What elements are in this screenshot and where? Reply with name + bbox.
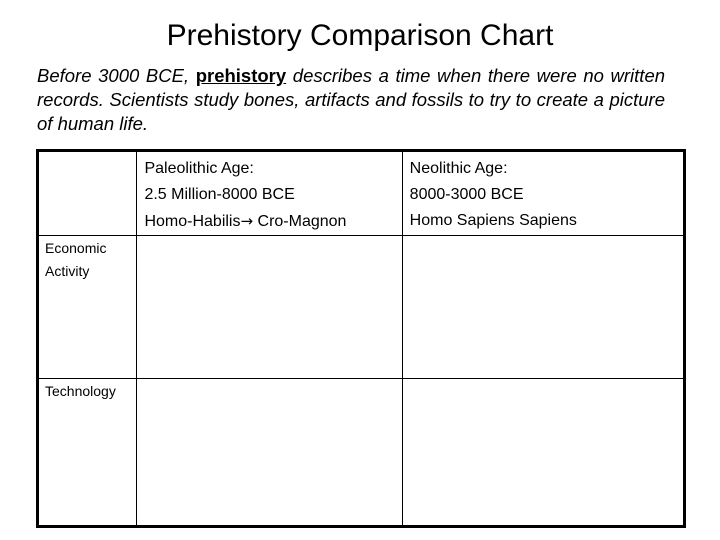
page-title: Prehistory Comparison Chart xyxy=(166,19,554,52)
paleolithic-dates: 2.5 Million-8000 BCE xyxy=(144,186,295,203)
row-label-economic-activity xyxy=(38,236,137,379)
intro-term-prehistory: prehistory xyxy=(195,65,287,86)
row-label-economic: Economic xyxy=(45,240,107,256)
paleolithic-name: Paleolithic Age: xyxy=(144,160,254,177)
paleolithic-species xyxy=(144,208,395,235)
neolithic-species: Homo Sapiens Sapiens xyxy=(409,212,577,229)
row-label-technology xyxy=(38,379,137,527)
neolithic-name: Neolithic Age: xyxy=(409,160,508,177)
intro-paragraph xyxy=(37,64,665,136)
cell-economic-paleolithic[interactable] xyxy=(137,236,402,379)
cell-economic-neolithic[interactable] xyxy=(402,236,684,379)
intro-text-after: describes a time when there were no written records. Scientists study bones, artifacts and fossils to try to create a picture of human life. xyxy=(37,65,666,134)
neolithic-dates: 8000-3000 BCE xyxy=(409,186,524,203)
arrow-right-icon: → xyxy=(240,212,254,230)
cell-technology-paleolithic[interactable] xyxy=(137,379,402,527)
row-label-activity: Activity xyxy=(45,263,90,279)
row-label-technology-text: Technology xyxy=(45,383,116,399)
comparison-table xyxy=(36,149,686,528)
intro-text-before: Before 3000 BCE, xyxy=(37,65,190,86)
table-header-row xyxy=(38,151,685,236)
table-row-technology xyxy=(38,379,685,527)
header-cell-neolithic xyxy=(402,151,684,236)
table-row-economic-activity xyxy=(38,236,685,379)
paleolithic-species-to: Cro-Magnon xyxy=(257,213,347,230)
paleolithic-species-from: Homo-Habilis xyxy=(144,213,241,230)
cell-technology-neolithic[interactable] xyxy=(402,379,684,527)
table-corner-cell xyxy=(38,151,137,236)
header-cell-paleolithic xyxy=(137,151,402,236)
